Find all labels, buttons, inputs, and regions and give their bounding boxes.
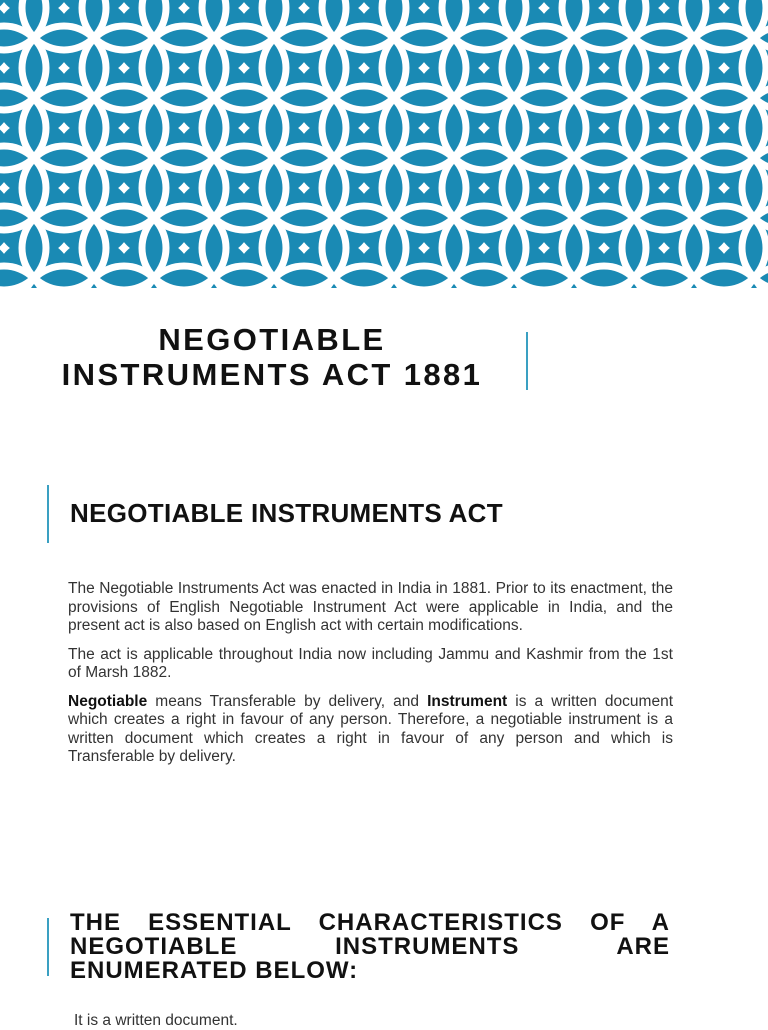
term-instrument: Instrument [427,692,508,710]
slide-title [20,322,524,392]
section1-accent-bar [47,485,49,543]
definition-text-1: means Transferable by delivery, and [147,692,428,710]
paragraph-enactment: The Negotiable Instruments Act was enacted in India in 1881. Prior to its enactment, the provisions of English Negotiable Instrument Act were applicable in India, and the present act is also based on English act with certain modifications. [68,580,673,634]
definition-text-2: is a written document which creates a right in favour of any person. Therefore, a negotiable instrument is a written document which creates a right in favour of any person and which is Transferable by delivery. [68,692,673,765]
decorative-pattern-banner [0,0,768,288]
term-negotiable: Negotiable [68,692,148,710]
slide-title-line2: INSTRUMENTS ACT 1881 [61,357,483,392]
section2-accent-bar [47,918,49,976]
slide-title-line1: NEGOTIABLE [158,322,386,357]
banner-ring-pattern [0,0,768,288]
section-body [68,580,673,777]
section-heading: NEGOTIABLE INSTRUMENTS ACT [70,498,503,528]
title-accent-bar [526,332,528,390]
paragraph-applicability: The act is applicable throughout India now including Jammu and Kashmir from the 1st of Marsh 1882. [68,645,673,681]
characteristics-heading: THE ESSENTIAL CHARACTERISTICS OF A NEGOTIABLE INSTRUMENTS ARE ENUMERATED BELOW: [70,909,670,984]
characteristic-point: It is a written document. [74,1012,238,1029]
paragraph-definition [68,693,673,767]
